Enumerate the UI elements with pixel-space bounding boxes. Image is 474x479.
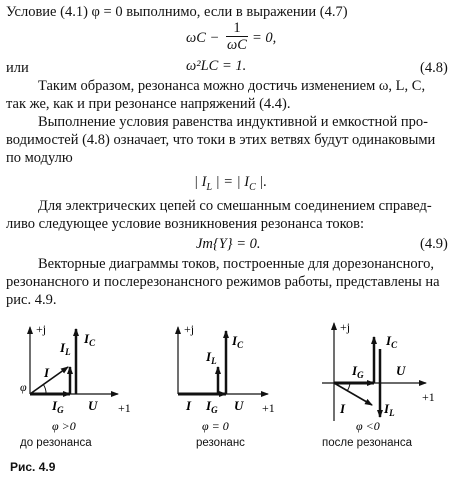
figure-caption: Рис. 4.9	[10, 460, 56, 474]
diagram-before-resonance	[20, 322, 131, 433]
label-I: I	[340, 401, 346, 416]
paragraph-1-line-2: так же, как и при резонансе напряжений (4.4).	[6, 96, 291, 112]
equation-4-9-number: (4.9)	[420, 236, 448, 252]
caption-before-resonance: до резонанса	[20, 437, 92, 449]
label-IL: $I_L$	[384, 401, 395, 418]
label-IC: $I_C$	[232, 333, 244, 350]
axis-j-label: +j	[184, 322, 195, 336]
phi-condition: φ <0	[356, 419, 380, 433]
paragraph-2-line-2: водимостей (4.8) означает, что токи в этих ветвях будут одинаковыми	[6, 132, 436, 148]
caption-after-resonance: после резонанса	[322, 437, 412, 449]
equation-4-9: Jm{Y} = 0.	[196, 236, 261, 252]
diagram-after-resonance	[322, 320, 435, 433]
label-U: U	[396, 363, 406, 378]
label-IC: $I_C$	[84, 331, 96, 348]
equation-4-7-fraction	[226, 20, 248, 53]
label-IG: $I_G$	[52, 398, 64, 415]
label-U: U	[88, 398, 98, 413]
paragraph-2-line-1: Выполнение условия равенства индуктивной и емкостной про-	[38, 114, 428, 130]
equation-4-7-left: ωC −	[186, 30, 220, 46]
paragraph-4-line-3: рис. 4.9.	[6, 292, 57, 308]
diagram-resonance	[178, 322, 275, 433]
paragraph-1-line-1: Таким образом, резонанса можно достичь изменением ω, L, C,	[38, 78, 426, 94]
equation-4-7-right: = 0,	[252, 30, 277, 46]
paragraph-3-line-1: Для электрических цепей со смешанным соединением справед-	[38, 198, 432, 214]
axis-1-label: +1	[118, 401, 131, 415]
axis-1-label: +1	[422, 390, 435, 404]
phi-symbol: φ	[20, 380, 27, 394]
paragraph-4-line-1: Векторные диаграммы токов, построенные для дорезонансного,	[38, 256, 435, 272]
label-IL: $I_L$	[206, 349, 217, 366]
axis-1-label: +1	[262, 401, 275, 415]
paragraph-2-line-3: по модулю	[6, 150, 73, 166]
equation-4-8-number: (4.8)	[420, 60, 448, 76]
fraction-numerator: 1	[233, 20, 241, 36]
label-I: I	[44, 365, 50, 380]
label-IL: $I_L$	[60, 340, 71, 357]
figure-4-9	[0, 309, 474, 479]
label-IC: $I_C$	[386, 333, 398, 350]
paragraph-3-line-2: ливо следующее условие возникновения резонанса токов:	[6, 216, 365, 232]
equation-modulus: | $I_L$ | = | $I_C$ |.	[194, 174, 268, 193]
label-U: U	[234, 398, 244, 413]
or-word: или	[6, 60, 29, 76]
phi-condition: φ >0	[52, 419, 76, 433]
line-1: Условие (4.1) φ = 0 выполнимо, если в выражении (4.7)	[6, 4, 348, 20]
fraction-denominator: ωC	[227, 37, 247, 53]
phi-condition: φ = 0	[202, 419, 229, 433]
label-IG: $I_G$	[206, 398, 218, 415]
axis-j-label: +j	[36, 322, 47, 336]
caption-resonance: резонанс	[196, 437, 245, 449]
label-I: I	[186, 398, 192, 413]
label-IG: $I_G$	[352, 363, 364, 380]
paragraph-4-line-2: резонансного и послерезонансного режимов работы, представлены на	[6, 274, 440, 290]
axis-j-label: +j	[340, 320, 351, 334]
equation-4-8: ω²LC = 1.	[186, 58, 247, 74]
